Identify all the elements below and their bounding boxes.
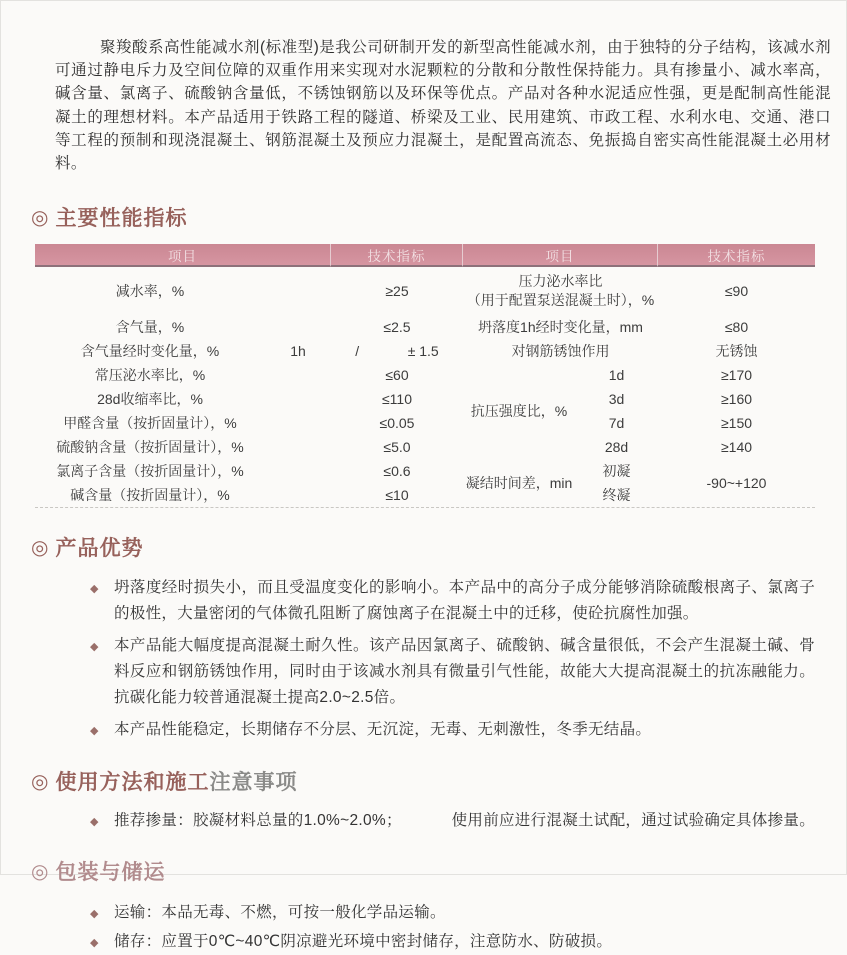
table-header-spec-left: 技术指标: [331, 244, 463, 267]
value-setting-time: -90~+120: [706, 474, 767, 491]
value-strength-28d: ≥140: [720, 438, 753, 455]
performance-table: [35, 244, 815, 508]
value-sodium-sulfate: ≤5.0: [383, 438, 411, 455]
section-title-text-tail: 注意事项: [209, 771, 298, 795]
advantage-text: 本产品能大幅度提高混凝土耐久性。该产品因氯离子、硫酸钠、碱含量很低，不会产生混凝土碱、骨料反应和钢筋锈蚀作用，同时由于该减水剂具有微量引气性能，故能大大提高混凝土的抗冻融能力。抗碳化能力较普通混凝土提高2.0~2.5倍。: [114, 637, 815, 707]
value-strength-1d: ≥170: [720, 366, 753, 383]
row-label-shrinkage-ratio: 28d收缩率比，%: [97, 390, 203, 407]
row-label-air-content-change: 含气量经时变化量，%: [80, 342, 220, 359]
pressure-bleeding-line1: 压力泌水率比: [518, 273, 603, 290]
packaging-list: [90, 900, 815, 955]
section-title-text: 包装与储运: [55, 861, 166, 885]
value-formaldehyde: ≤0.05: [379, 414, 415, 431]
section-title-advantages: [31, 532, 830, 562]
diamond-bullet-icon: ◆: [90, 937, 99, 950]
diamond-bullet-icon: ◆: [90, 641, 99, 654]
setting-final: 终凝: [602, 486, 631, 503]
value-strength-3d: ≥160: [720, 390, 753, 407]
advantages-list: [90, 575, 815, 743]
value-text: ± 1.5: [407, 342, 439, 359]
section-title-text-main: 使用方法和施工: [55, 771, 210, 795]
diamond-bullet-icon: ◆: [90, 816, 99, 829]
section-title-text: 主要性能指标: [55, 207, 188, 231]
row-label-steel-corrosion: 对钢筋锈蚀作用: [511, 342, 610, 359]
setting-initial: 初凝: [602, 462, 631, 479]
double-circle-icon: ◎: [31, 536, 50, 559]
value-air-content-change: [331, 339, 463, 363]
double-circle-icon: ◎: [31, 860, 50, 883]
double-circle-icon: ◎: [31, 770, 50, 793]
value-water-reduction: ≥25: [385, 282, 409, 299]
age-7d: 7d: [608, 414, 625, 431]
sub-label-1h: 1h: [290, 342, 306, 359]
advantage-text: 坍落度经时损失小，而且受温度变化的影响小。本产品中的高分子成分能够消除硫酸根离子、氯离子的极性，大量密闭的气体微孔阻断了腐蚀离子在混凝土中的迁移，使砼抗腐性加强。: [114, 579, 815, 623]
section-title-usage: [31, 766, 830, 796]
value-shrinkage-ratio: ≤110: [381, 390, 412, 407]
table-header-item-left: 项目: [35, 244, 331, 267]
storage-text: 储存：应置于0℃~40℃阴凉避光环境中密封储存，注意防水、防破损。: [114, 933, 613, 951]
section-title-text: 产品优势: [55, 537, 144, 561]
section-title-packaging: [31, 856, 830, 886]
group-label-setting-time: 凝结时间差，min: [465, 474, 573, 491]
list-item: [90, 929, 815, 955]
age-3d: 3d: [608, 390, 625, 407]
row-label-air-content: 含气量，%: [115, 318, 185, 335]
group-label-compressive-strength: 抗压强度比，%: [470, 402, 568, 419]
value-steel-corrosion: 无锈蚀: [715, 342, 758, 359]
diamond-bullet-icon: ◆: [90, 725, 99, 738]
trial-mix-text: 使用前应进行混凝土试配，通过试验确定具体掺量。: [451, 812, 815, 830]
value-chloride: ≤0.6: [383, 462, 411, 479]
list-item: [90, 900, 815, 926]
age-28d: 28d: [604, 438, 629, 455]
dosage-text: 推荐掺量：胶凝材料总量的1.0%~2.0%；: [114, 812, 402, 830]
age-1d: 1d: [608, 366, 625, 383]
transport-text: 运输：本品无毒、不燃，可按一般化学品运输。: [114, 904, 446, 922]
value-strength-7d: ≥150: [720, 414, 753, 431]
row-label-formaldehyde: 甲醛含量（按折固量计），%: [63, 414, 237, 431]
row-label-chloride: 氯离子含量（按折固量计），%: [56, 462, 244, 479]
pressure-bleeding-line2: （用于配置泵送混凝土时），%: [466, 292, 655, 309]
value-pressure-bleeding: ≤90: [724, 282, 749, 299]
row-label-pressure-bleeding: [463, 267, 658, 315]
row-label-bleeding-ratio: 常压泌水率比，%: [94, 366, 206, 383]
intro-paragraph: 聚羧酸系高性能减水剂(标准型)是我公司研制开发的新型高性能减水剂，由于独特的分子结构，该减水剂可通过静电斥力及空间位障的双重作用来实现对水泥颗粒的分散和分散性保持能力。具有掺量小、减水率高，碱含量、氯离子、硫酸钠含量低，不锈蚀钢筋以及环保等优点。产品对各种水泥适应性强，更是配制高性能混凝土的理想材料。本产品适用于铁路工程的隧道、桥梁及工业、民用建筑、市政工程、水利水电、交通、港口等工程的预制和现浇混凝土、钢筋混凝土及预应力混凝土，是配置高流态、免振捣自密实高性能混凝土必用材料。: [55, 39, 831, 173]
usage-text: [114, 808, 815, 834]
slash-separator: /: [355, 342, 360, 359]
value-air-content: ≤2.5: [383, 318, 411, 335]
list-item: [90, 575, 815, 627]
diamond-bullet-icon: ◆: [90, 583, 99, 596]
usage-list-item: [90, 808, 815, 834]
row-label-slump-change: 坍落度1h经时变化量，mm: [478, 318, 643, 335]
value-slump-change: ≤80: [724, 318, 749, 335]
list-item: [90, 717, 815, 743]
row-label-sodium-sulfate: 硫酸钠含量（按折固量计），%: [56, 438, 244, 455]
value-bleeding-ratio: ≤60: [385, 366, 409, 383]
row-label-water-reduction: 减水率，%: [115, 282, 185, 299]
advantage-text: 本产品性能稳定，长期储存不分层、无沉淀，无毒、无刺激性，冬季无结晶。: [114, 721, 652, 739]
section-title-performance: [31, 202, 830, 232]
table-header-spec-right: 技术指标: [658, 244, 815, 267]
table-header-item-right: 项目: [463, 244, 658, 267]
double-circle-icon: ◎: [31, 206, 50, 229]
list-item: [90, 633, 815, 711]
row-label-alkali: 碱含量（按折固量计），%: [70, 486, 230, 503]
value-alkali: ≤10: [385, 486, 409, 503]
diamond-bullet-icon: ◆: [90, 908, 99, 921]
